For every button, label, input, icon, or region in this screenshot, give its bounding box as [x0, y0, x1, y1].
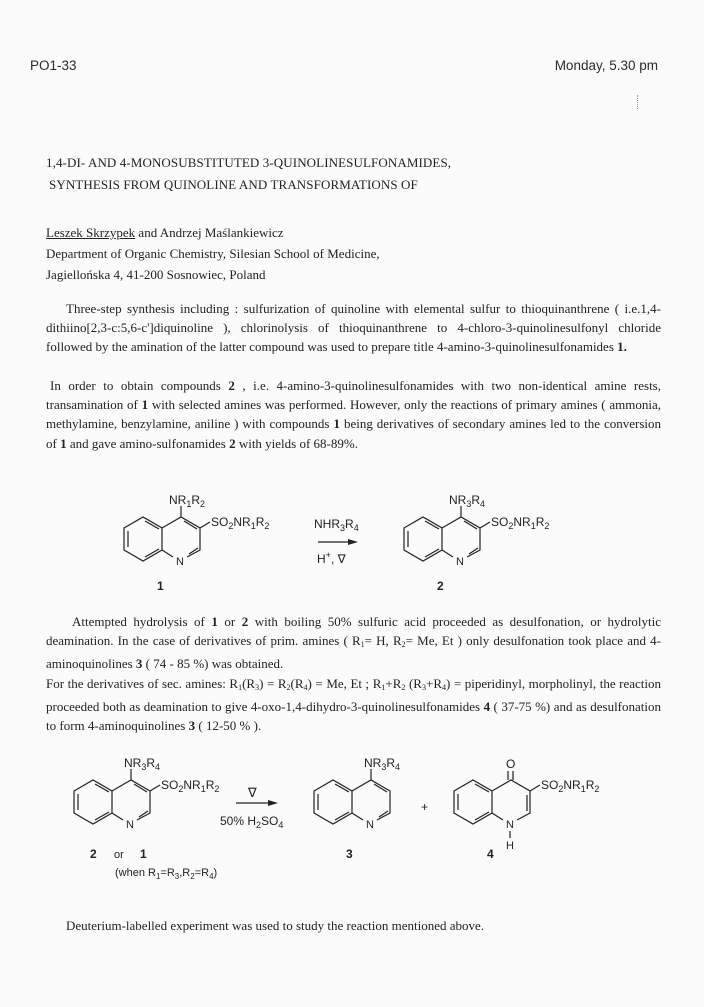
- start-label-1: 1: [140, 847, 147, 861]
- compound-2-label: 2: [437, 579, 444, 593]
- presenting-author: Leszek Skrzypek: [46, 225, 136, 240]
- affiliation: Department of Organic Chemistry, Silesian School of Medicine,: [46, 246, 380, 261]
- session-time: Monday, 5.30 pm: [554, 58, 658, 73]
- acid-reagent: 50% $H_2SO_4$: [220, 814, 284, 830]
- paragraph-transamination: In order to obtain compounds 2 , i.e. 4-amino-3-quinolinesulfonamides with two non-identical amine rests, transamination of 1 with selected amines was performed. However, only the reactions of primary amines ( ammonia, methylamine, benzylamine, aniline ) with compounds 1 being derivatives of secondary amines led to the conversion of 1 and gave amino-sulfonamides 2 with yields of 68-89%.: [46, 378, 662, 451]
- ring-nh-hydrogen: H: [506, 840, 514, 852]
- author-line: [46, 222, 380, 243]
- reaction-scheme-2: [60, 745, 660, 895]
- product-3-label: 3: [346, 847, 353, 861]
- start-label-or: or: [114, 849, 124, 861]
- svg-text:NR3R4: $NR_3R_4$: [364, 756, 401, 772]
- ring-nitrogen: N: [456, 556, 464, 568]
- product-4-structure: [454, 757, 599, 852]
- arrow-head-icon: [268, 800, 278, 806]
- paper-title: [46, 152, 451, 196]
- ring-nh-nitrogen: N: [506, 819, 514, 831]
- svg-text:NR3R4: $NR_3R_4$: [124, 756, 161, 772]
- paragraph-hydrolysis: Attempted hydrolysis of 1 or 2 with boiling 50% sulfuric acid proceeded as desulfonation, or hydrolytic deamination. In the case of derivatives of prim. amines ( $R_1= H$, $R_2= Me$, Et ) only desulfonation took place and 4-aminoquinolines 3 ( 74 - 85 %) was obtained. For the derivatives of sec. amines: $R_1(R_3) = R_2(R_4) = Me$, Et ; $R_1+R_2$ $(R_3+R_4)$ = piperidinyl, morpholinyl, the reaction proceeded both as deamination to give 4-oxo-1,4-dihydro-3-quinolinesulfonamides 4 ( 37-75 %) and as desulfonation to form 4-aminoquinolines 3 ( 12-50 % ).: [46, 612, 661, 735]
- scan-artifact: [637, 95, 639, 109]
- svg-text:SO2NR1R2: $SO_2NR_1R_2$: [161, 778, 220, 794]
- product-3-structure: [314, 756, 400, 831]
- ring-nitrogen: N: [176, 556, 184, 568]
- co-author: and Andrzej Maślankiewicz: [135, 225, 284, 240]
- title-line-1: 1,4-DI- AND 4-MONOSUBSTITUTED 3-QUINOLINESULFONAMIDES,: [46, 155, 452, 170]
- reagent-conditions: H+, ∇: [317, 550, 346, 566]
- starting-compound-structure: [74, 756, 219, 831]
- oxo-oxygen: O: [506, 757, 516, 771]
- svg-text:N: N: [126, 819, 134, 831]
- reagent-amine: $NHR_3R_4$: [314, 517, 359, 533]
- condition-note: (when $R_1=R_3,R_2=R_4$): [115, 867, 218, 881]
- svg-text:N: N: [366, 819, 374, 831]
- sulfonamide-substituent: $SO_2NR_1R_2$: [211, 515, 270, 531]
- amine-substituent: $NR_3R_4$: [449, 493, 486, 509]
- paragraph-secondary-amines: For the derivatives of sec. amines: $R_1(R_3) = R_2(R_4) = Me$, Et ; $R_1+R_2$ $(R_3+R_4)$ = piperidinyl, morpholinyl, the reaction proceeded both as deamination to give 4-oxo-1,4-dihydro-3-quinolinesulfonamides 4 ( 37-75 %) and as desulfonation to form 4-aminoquinolines 3 ( 12-50 % ).: [46, 675, 662, 734]
- arrow-head-icon: [348, 539, 358, 545]
- reaction-scheme-1: [100, 490, 620, 600]
- author-block: [46, 222, 380, 285]
- plus-sign: +: [421, 800, 429, 814]
- paragraph-deuterium: Deuterium-labelled experiment was used to study the reaction mentioned above.: [66, 918, 485, 933]
- sulfonamide-substituent: $SO_2NR_1R_2$: [491, 515, 550, 531]
- title-line-2: SYNTHESIS FROM QUINOLINE AND TRANSFORMATIONS OF: [49, 177, 418, 192]
- poster-code: PO1-33: [30, 58, 77, 73]
- reaction-arrow-1: [314, 517, 359, 566]
- heat-symbol: ∇: [248, 785, 257, 800]
- reaction-arrow-2: [220, 785, 283, 830]
- start-label-2: 2: [90, 847, 97, 861]
- svg-text:SO2NR1R2: $SO_2NR_1R_2$: [541, 778, 600, 794]
- address: Jagiellońska 4, 41-200 Sosnowiec, Poland: [46, 267, 266, 282]
- compound-1-label: 1: [157, 579, 164, 593]
- product-4-label: 4: [487, 847, 494, 861]
- paragraph-synthesis: Three-step synthesis including : sulfurization of quinoline with elemental sulfur to thioquinanthrene ( i.e.1,4-dithiino[2,3-c:5,6-c']diquinoline ), chlorinolysis of thioquinanthrene to 4-chloro-3-quinolinesulfonyl chloride followed by the amination of the latter compound was used to prepare title 4-amino-3-quinolinesulfonamides 1.: [46, 301, 661, 355]
- compound-1-structure: [124, 493, 269, 568]
- compound-2-structure: [404, 493, 549, 568]
- amine-substituent: $NR_1R_2$: [169, 493, 206, 509]
